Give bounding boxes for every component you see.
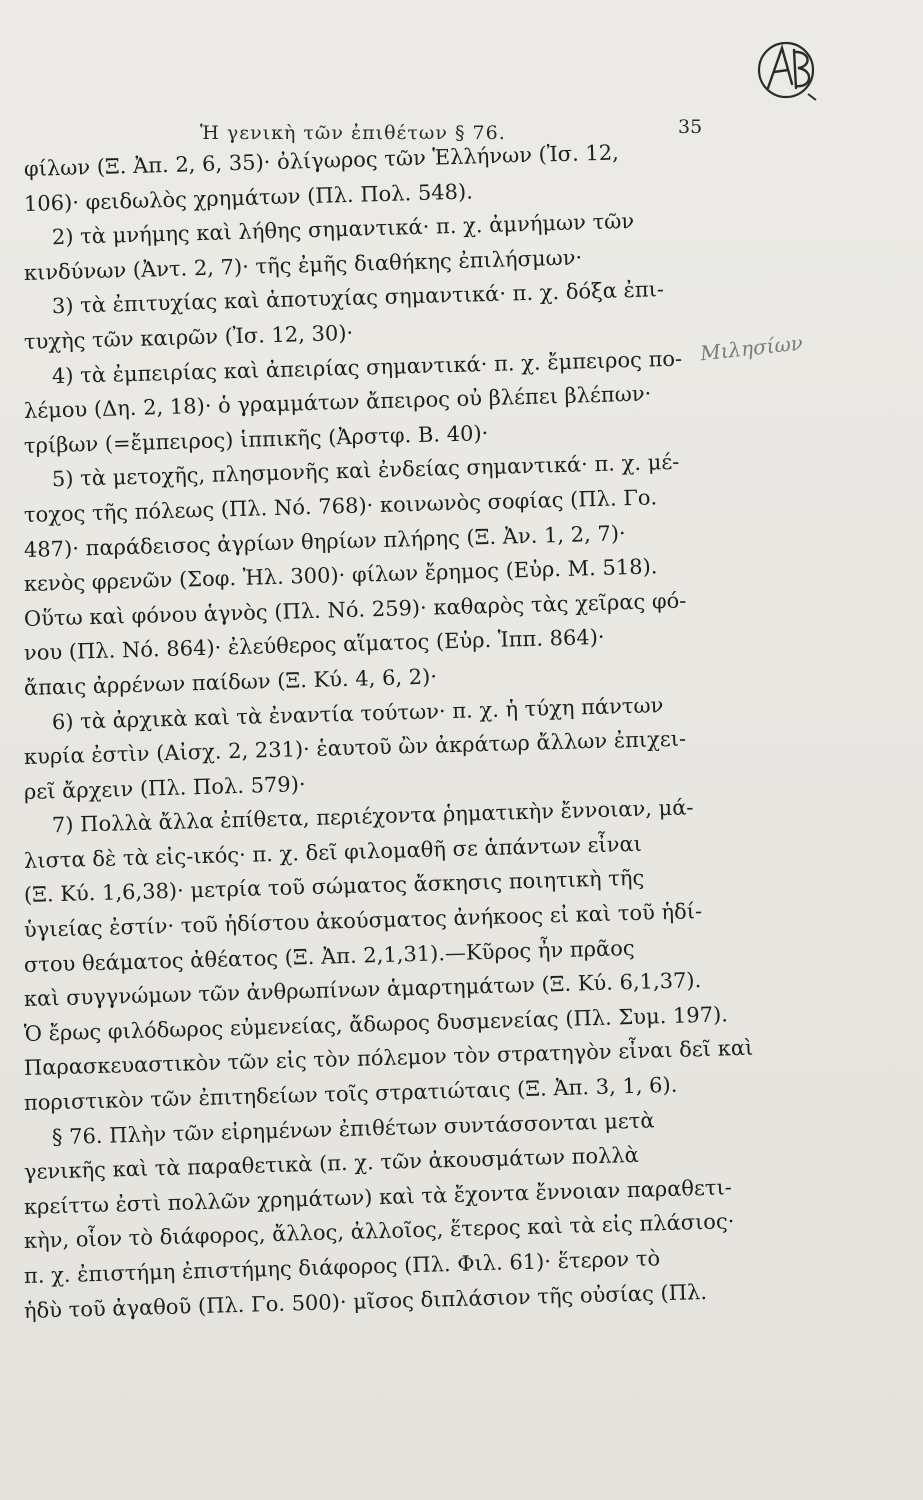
text-line: τρίβων (=ἔμπειρος) ἱππικῆς (Ἀρστφ. Β. 40)· bbox=[23, 420, 489, 458]
text-line: 4) τὰ ἐμπειρίας καὶ ἀπειρίας σημαντικά· π. χ. ἔμπειρος πο- bbox=[51, 346, 683, 388]
text-line: λέμου (Δη. 2, 18)· ὁ γραμμάτων ἄπειρος οὐ βλέπει βλέπων· bbox=[23, 381, 652, 424]
text-line: τυχὴς τῶν καιρῶν (Ἰσ. 12, 30)· bbox=[23, 320, 354, 354]
text-line: Ὁ ἔρως φιλόδωρος εὐμενείας, ἄδωρος δυσμενείας (Πλ. Συμ. 197). bbox=[23, 1002, 729, 1046]
text-line: ρεῖ ἄρχειν (Πλ. Πολ. 579)· bbox=[23, 771, 306, 804]
text-line: ὑγιείας ἐστίν· τοῦ ἡδίστου ἀκούσματος ἀνήκοος εἰ καὶ τοῦ ἡδί- bbox=[23, 899, 703, 943]
text-line: § 76. Πλὴν τῶν εἰρημένων ἐπιθέτων συντάσσονται μετὰ bbox=[51, 1108, 655, 1149]
text-line: π. χ. ἐπιστήμη ἐπιστήμης διάφορος (Πλ. Φιλ. 61)· ἕτερον τὸ bbox=[23, 1246, 661, 1288]
page-number: 35 bbox=[678, 116, 703, 138]
text-line: κυρία ἐστὶν (Αἰσχ. 2, 231)· ἑαυτοῦ ὢν ἀκράτωρ ἄλλων ἐπιχει- bbox=[23, 726, 687, 770]
text-line: καὶ συγγνώμων τῶν ἀνθρωπίνων ἁμαρτημάτων (Ξ. Κύ. 6,1,37). bbox=[23, 968, 702, 1012]
text-line: (Ξ. Κύ. 1,6,38)· μετρία τοῦ σώματος ἄσκησις ποιητικὴ τῆς bbox=[23, 866, 645, 908]
text-line: κὴν, οἷον τὸ διάφορος, ἄλλος, ἀλλοῖος, ἕτερος καὶ τὰ εἰς πλάσιος· bbox=[23, 1209, 735, 1254]
text-line: ποριστικὸν τῶν ἐπιτηδείων τοῖς στρατιώταις (Ξ. Ἀπ. 3, 1, 6). bbox=[23, 1072, 678, 1116]
text-line: 487)· παράδεισος ἀγρίων θηρίων πλήρης (Ξ. Ἀν. 1, 2, 7)· bbox=[23, 520, 626, 562]
body-text bbox=[23, 140, 776, 1328]
running-head: Ἡ γενικὴ τῶν ἐπιθέτων § 76. bbox=[200, 122, 506, 144]
text-line: Παρασκευαστικὸν τῶν εἰς τὸν πόλεμον τὸν στρατηγὸν εἶναι δεῖ καὶ bbox=[23, 1036, 754, 1081]
text-line: ἡδὺ τοῦ ἀγαθοῦ (Πλ. Γο. 500)· μῖσος διπλάσιον τῆς οὐσίας (Πλ. bbox=[23, 1279, 708, 1323]
text-line: 5) τὰ μετοχῆς, πλησμονῆς καὶ ἐνδείας σημαντικά· π. χ. μέ- bbox=[51, 450, 680, 492]
text-line: 2) τὰ μνήμης καὶ λήθης σημαντικά· π. χ. ἀμνήμων τῶν bbox=[51, 209, 635, 250]
text-line: κινδύνων (Ἀντ. 2, 7)· τῆς ἐμῆς διαθήκης ἐπιλήσμων· bbox=[23, 245, 583, 285]
text-line: 106)· φειδωλὸς χρημάτων (Πλ. Πολ. 548). bbox=[23, 179, 474, 216]
text-line: 3) τὰ ἐπιτυχίας καὶ ἀποτυχίας σημαντικά· π. χ. δόξα ἐπι- bbox=[51, 277, 665, 319]
text-line: νου (Πλ. Νό. 864)· ἐλεύθερος αἵματος (Εὐρ. Ἱππ. 864)· bbox=[23, 625, 605, 666]
text-line: φίλων (Ξ. Ἀπ. 2, 6, 35)· ὀλίγωρος τῶν Ἑλλήνων (Ἰσ. 12, bbox=[23, 140, 620, 181]
monogram-icon bbox=[752, 34, 822, 106]
text-line: κρείττω ἐστὶ πολλῶν χρημάτων) καὶ τὰ ἔχοντα ἔννοιαν παραθετι- bbox=[23, 1175, 733, 1219]
text-line: γενικῆς καὶ τὰ παραθετικὰ (π. χ. τῶν ἀκουσμάτων πολλὰ bbox=[23, 1143, 640, 1185]
margin-handwritten-note: Μιλησίων bbox=[699, 330, 804, 366]
text-line: 6) τὰ ἀρχικὰ καὶ τὰ ἐναντία τούτων· π. χ. ἡ τύχη πάντων bbox=[51, 692, 664, 734]
handwritten-monogram-stamp bbox=[752, 34, 822, 106]
text-line: λιστα δὲ τὰ εἰς-ικός· π. χ. δεῖ φιλομαθῆ σε ἁπάντων εἶναι bbox=[23, 831, 643, 873]
text-line: στου θεάματος ἀθέατος (Ξ. Ἀπ. 2,1,31).—Κῦρος ἦν πρᾶος bbox=[23, 935, 635, 977]
text-line: ἄπαις ἀρρένων παίδων (Ξ. Κύ. 4, 6, 2)· bbox=[23, 664, 438, 700]
text-line: κενὸς φρενῶν (Σοφ. Ἠλ. 300)· φίλων ἔρημος (Εὐρ. Μ. 518). bbox=[23, 554, 658, 597]
text-line: Οὕτω καὶ φόνου ἁγνὸς (Πλ. Νό. 259)· καθαρὸς τὰς χεῖρας φό- bbox=[23, 588, 687, 631]
text-line: 7) Πολλὰ ἄλλα ἐπίθετα, περιέχοντα ῥηματικὴν ἔννοιαν, μά- bbox=[51, 795, 694, 838]
text-line: τοχος τῆς πόλεως (Πλ. Νό. 768)· κοινωνὸς σοφίας (Πλ. Γο. bbox=[23, 485, 658, 527]
